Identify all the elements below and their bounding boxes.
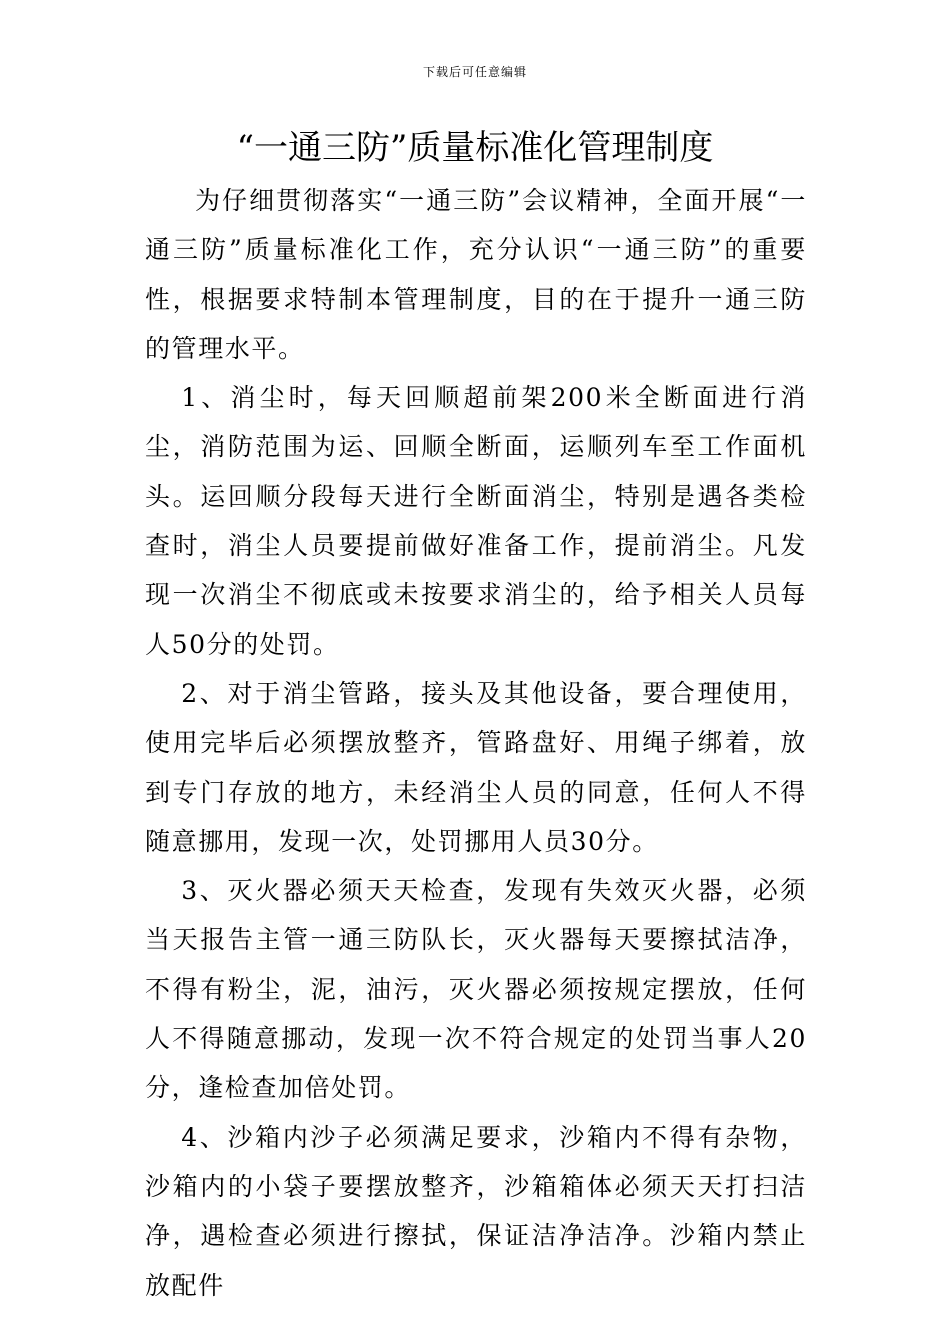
header-note: 下载后可任意编辑 xyxy=(422,65,527,79)
rule-paragraph-2: 2、对于消尘管路，接头及其他设备，要合理使用，使用完毕后必须摆放整齐，管路盘好、用绳子绑着，放到专门存放的地方，未经消尘人员的同意，任何人不得随意挪用，发现一次，处罚挪用人员30分。 xyxy=(145,678,807,856)
rule-paragraph-3: 3、灭火器必须天天检查，发现有失效灭火器，必须当天报告主管一通三防队长，灭火器每天要擦拭洁净，不得有粉尘，泥，油污，灭火器必须按规定摆放，任何人不得随意挪动，发现一次不符合规定的处罚当事人20分，逢检查加倍处罚。 xyxy=(145,876,807,1103)
rule-paragraph-4: 4、沙箱内沙子必须满足要求，沙箱内不得有杂物，沙箱内的小袋子要摆放整齐，沙箱箱体必须天天打扫洁净，遇检查必须进行擦拭，保证洁净洁净。沙箱内禁止放配件 xyxy=(145,1122,807,1300)
document-body xyxy=(145,176,807,1310)
intro-paragraph: 为仔细贯彻落实“一通三防”会议精神，全面开展“一通三防”质量标准化工作，充分认识“一通三防”的重要性，根据要求特制本管理制度，目的在于提升一通三防的管理水平。 xyxy=(145,186,807,363)
document-title: “一通三防”质量标准化管理制度 xyxy=(236,128,714,168)
rule-paragraph-1: 1、消尘时，每天回顺超前架200米全断面进行消尘，消防范围为运、回顺全断面，运顺列车至工作面机头。运回顺分段每天进行全断面消尘，特别是遇各类检查时，消尘人员要提前做好准备工作，提前消尘。凡发现一次消尘不彻底或未按要求消尘的，给予相关人员每人50分的处罚。 xyxy=(145,383,807,659)
